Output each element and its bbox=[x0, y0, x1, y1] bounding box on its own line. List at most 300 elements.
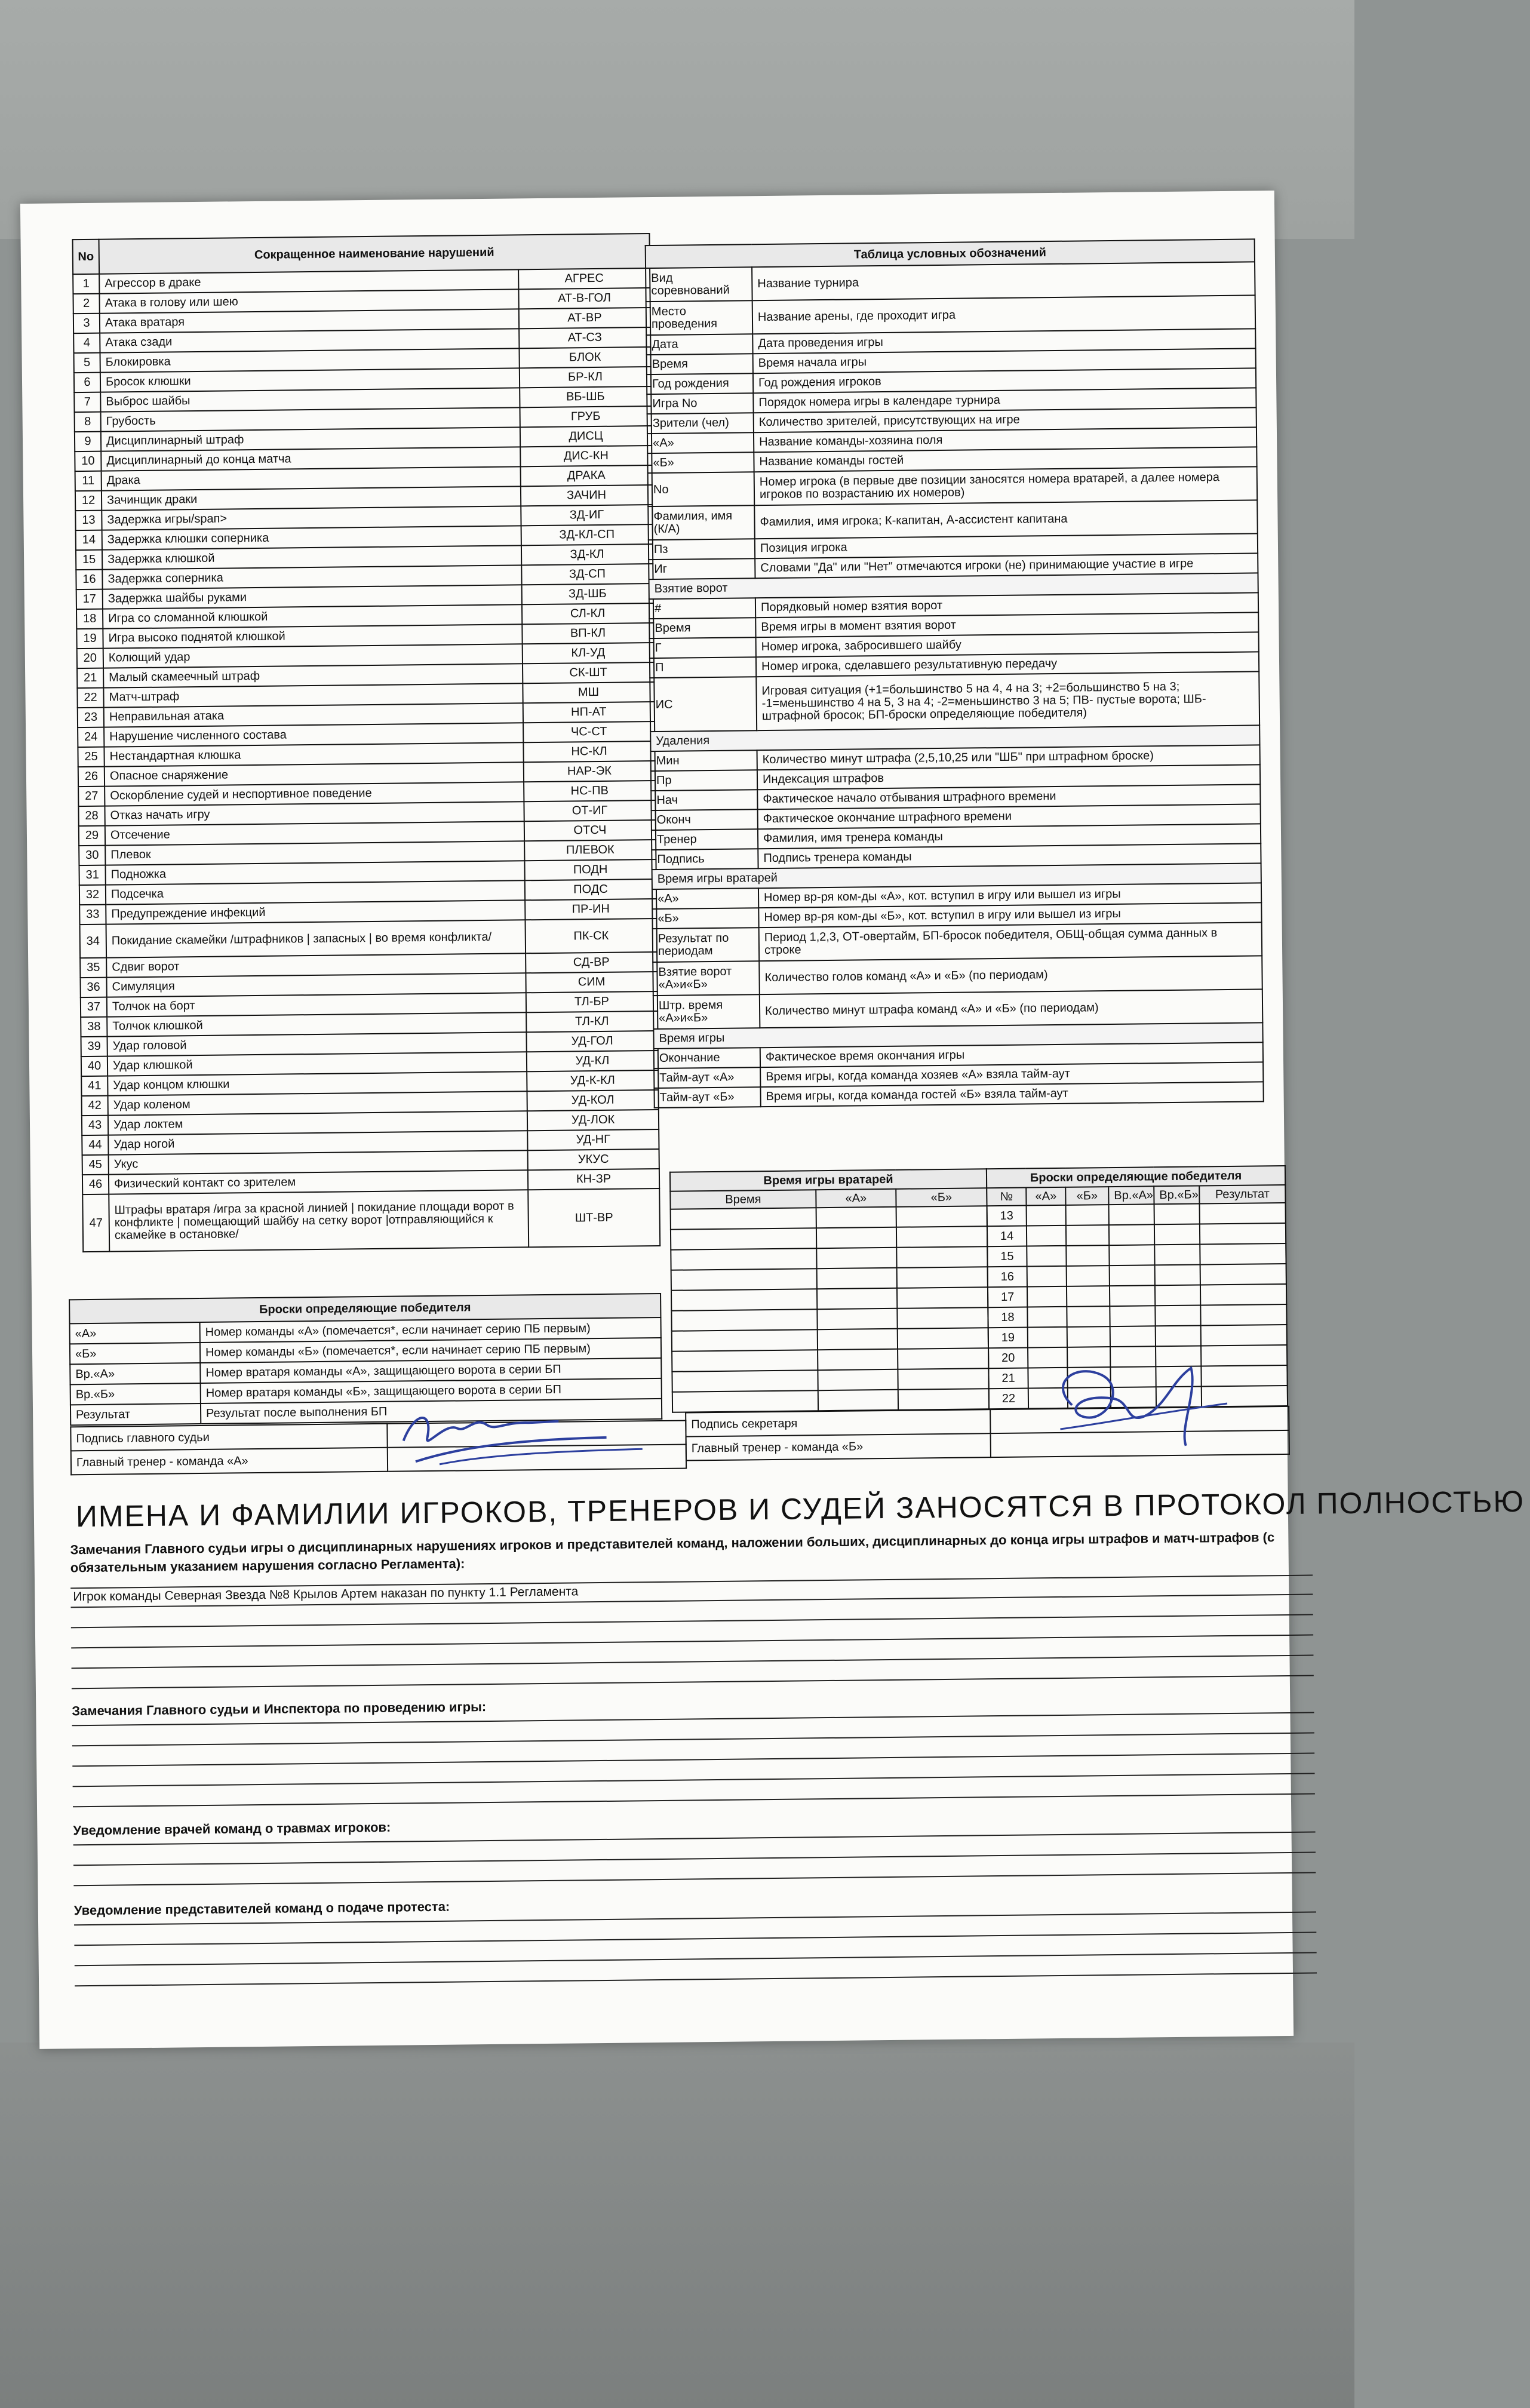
violation-number: 11 bbox=[75, 471, 102, 491]
violation-number: 43 bbox=[82, 1116, 108, 1135]
violation-code: КН-ЗР bbox=[528, 1169, 659, 1190]
legend-key: «Б» bbox=[652, 908, 758, 929]
violation-code: ЗД-КЛ bbox=[521, 544, 653, 565]
legend-key: Вид соревнований bbox=[646, 267, 752, 302]
violation-code: СИМ bbox=[526, 972, 657, 993]
violation-name: Выброс шайбы bbox=[100, 388, 520, 411]
gk-time-cell[interactable] bbox=[671, 1289, 817, 1311]
violation-number: 29 bbox=[79, 826, 105, 846]
shootout-legend-value: Номер вратаря команды «А», защищающего ворота в серии БП bbox=[200, 1358, 661, 1383]
legend-value: Время игры в момент взятия ворот bbox=[755, 612, 1258, 637]
violation-number: 40 bbox=[81, 1056, 107, 1076]
legend-value: Название турнира bbox=[752, 262, 1255, 300]
violation-number: 13 bbox=[75, 511, 102, 530]
gk-time-row bbox=[672, 1328, 988, 1352]
referee-signature-scrawl bbox=[391, 1402, 655, 1471]
shootout-col-header: Вр.«Б» bbox=[1154, 1185, 1199, 1204]
legend-key: Пз bbox=[649, 539, 755, 560]
violation-code: АТ-СЗ bbox=[519, 327, 650, 348]
violation-number: 22 bbox=[77, 688, 103, 708]
gk-time-cell[interactable] bbox=[671, 1248, 816, 1270]
violation-name: Укус bbox=[109, 1150, 528, 1174]
shootout-cell[interactable] bbox=[1066, 1245, 1109, 1266]
rule-line bbox=[72, 1655, 1314, 1669]
violation-code: АГРЕС bbox=[518, 268, 650, 289]
legend-key: Окончание bbox=[654, 1048, 760, 1068]
legend-value: Время начала игры bbox=[753, 348, 1256, 373]
legend-value: Игровая ситуация (+1=большинство 5 на 4, 4 на 3; +2=большинство 5 на 3; -1=меньшинство 4 на 5, 3 на 4; -2=меньшинство 3 на 5; ПВ- пустые ворота; ШБ-штрафной бросок; БП-броски определяющие победителя) bbox=[756, 671, 1259, 730]
gk-col-b: «Б» bbox=[896, 1188, 987, 1207]
violation-name: Удар головой bbox=[107, 1032, 526, 1056]
violation-name: Малый скамеечный штраф bbox=[103, 664, 523, 687]
violation-number: 47 bbox=[82, 1194, 109, 1252]
gk-time-row bbox=[671, 1206, 987, 1230]
shootout-cell[interactable] bbox=[1109, 1204, 1154, 1225]
shootout-cell[interactable] bbox=[1200, 1223, 1286, 1245]
gk-time-cell[interactable] bbox=[671, 1309, 817, 1331]
violation-code: ПК-СК bbox=[525, 919, 657, 953]
violation-name: Удар клюшкой bbox=[107, 1052, 527, 1076]
shootout-legend-key: Результат bbox=[70, 1403, 201, 1425]
legend-key: Нач bbox=[651, 790, 757, 810]
violation-code: ВП-КЛ bbox=[522, 623, 653, 644]
violation-number: 3 bbox=[73, 314, 100, 333]
gk-time-cell[interactable] bbox=[672, 1390, 818, 1412]
violation-code: ЗД-КЛ-СП bbox=[521, 524, 653, 545]
violation-code: УД-ГОЛ bbox=[526, 1031, 658, 1052]
legend-key: Место проведения bbox=[646, 300, 753, 335]
violation-code: АТ-В-ГОЛ bbox=[518, 288, 650, 309]
gk-time-cell[interactable] bbox=[896, 1206, 987, 1227]
notice-heading: ИМЕНА И ФАМИЛИИ ИГРОКОВ, ТРЕНЕРОВ И СУДЕЙ ЗАНОСЯТСЯ В ПРОТОКОЛ ПОЛНОСТЬЮ bbox=[75, 1484, 1525, 1534]
violation-number: 30 bbox=[79, 846, 105, 865]
legend-key: Подпись bbox=[652, 849, 758, 870]
gk-time-cell[interactable] bbox=[671, 1228, 816, 1250]
violation-row bbox=[80, 919, 658, 958]
violation-number: 39 bbox=[81, 1037, 107, 1056]
protocol-sheet bbox=[20, 191, 1525, 2049]
violation-code: ПР-ИН bbox=[525, 899, 656, 920]
legend-key: ИС bbox=[650, 677, 757, 732]
legend-key: Результат по периодам bbox=[653, 927, 760, 962]
violation-code: ЧС-СТ bbox=[523, 721, 655, 742]
legend-value: Год рождения игроков bbox=[753, 368, 1256, 393]
legend-section-title: Время игры bbox=[653, 1022, 1262, 1049]
violation-code: ДИСЦ bbox=[520, 426, 652, 447]
shootout-grid-title: Броски определяющие победителя bbox=[987, 1166, 1285, 1188]
violation-code: СК-ШТ bbox=[523, 662, 654, 683]
shootout-cell[interactable] bbox=[1027, 1286, 1067, 1307]
violation-code: СД-ВР bbox=[526, 952, 657, 973]
shootout-cell[interactable] bbox=[1200, 1243, 1286, 1265]
legend-value: Номер вр-ря ком-ды «Б», кот. вступил в игру или вышел из игры bbox=[758, 902, 1261, 927]
violation-name: Задержка шайбы руками bbox=[103, 585, 522, 609]
shootout-cell[interactable] bbox=[1027, 1266, 1067, 1287]
violation-number: 44 bbox=[82, 1135, 108, 1155]
violation-name: Дисциплинарный до конца матча bbox=[101, 447, 520, 471]
violation-code: ЗД-ИГ bbox=[521, 505, 652, 526]
shootout-cell[interactable] bbox=[1066, 1205, 1109, 1226]
rule-line bbox=[70, 1575, 1313, 1589]
shootout-cell[interactable] bbox=[1067, 1286, 1110, 1307]
shootout-cell[interactable] bbox=[1066, 1225, 1109, 1246]
violation-name: Штрафы вратаря /игра за красной линией | покидание площади ворот в конфликте | помещающий шайбу на сетку ворот |отправляющийся к скамейке в остановке/ bbox=[109, 1190, 529, 1251]
gk-time-cell[interactable] bbox=[816, 1248, 896, 1268]
violation-number: 17 bbox=[76, 589, 103, 609]
violation-code: УД-ЛОК bbox=[527, 1110, 659, 1131]
gk-time-cell[interactable] bbox=[898, 1348, 988, 1369]
protest-title: Уведомление представителей команд о подаче протеста: bbox=[73, 1899, 450, 1918]
gk-time-row bbox=[672, 1389, 989, 1412]
shootout-legend-title: Броски определяющие победителя bbox=[69, 1294, 660, 1323]
shootout-cell[interactable] bbox=[1154, 1244, 1200, 1265]
shootout-col-header: № bbox=[987, 1188, 1026, 1206]
violation-name: Задержка клюшкой bbox=[102, 545, 521, 569]
violation-code: УД-К-КЛ bbox=[527, 1070, 658, 1091]
legend-value: Количество минут штрафа команд «А» и «Б» (по периодам) bbox=[760, 989, 1263, 1028]
violation-number: 26 bbox=[78, 767, 105, 787]
legend-value: Номер вр-ря ком-ды «А», кот. вступил в игру или вышел из игры bbox=[758, 883, 1261, 908]
shootout-row bbox=[988, 1264, 1286, 1287]
legend-value: Позиция игрока bbox=[755, 533, 1258, 558]
shootout-row bbox=[987, 1203, 1286, 1226]
gk-time-cell[interactable] bbox=[817, 1288, 897, 1309]
legend-title: Таблица условных обозначений bbox=[646, 239, 1255, 268]
secretary-signature-scrawl bbox=[1036, 1356, 1252, 1460]
shootout-number: 19 bbox=[988, 1328, 1028, 1349]
rule-line bbox=[75, 1973, 1317, 1987]
legend-value: Номер игрока (в первые две позиции заносятся номера вратарей, а далее номера игроков по возрастанию их номеров) bbox=[754, 466, 1258, 505]
violation-name: Предупреждение инфекций bbox=[106, 900, 525, 924]
violation-number: 33 bbox=[79, 905, 106, 924]
violation-number: 31 bbox=[79, 865, 105, 885]
violation-number: 9 bbox=[75, 432, 101, 452]
shootout-number: 13 bbox=[987, 1206, 1027, 1227]
violation-number: 34 bbox=[80, 924, 107, 958]
gk-time-cell[interactable] bbox=[816, 1227, 896, 1248]
shootout-legend-value: Номер команды «Б» (помечается*, если начинает серию ПБ первым) bbox=[200, 1338, 661, 1363]
gk-time-title: Время игры вратарей bbox=[670, 1169, 987, 1191]
shootout-cell[interactable] bbox=[1155, 1264, 1200, 1285]
violation-code: ЗД-ШБ bbox=[522, 583, 653, 604]
gk-time-cell[interactable] bbox=[817, 1268, 897, 1289]
rule-line bbox=[72, 1753, 1314, 1767]
gk-time-cell[interactable] bbox=[816, 1207, 896, 1228]
rule-line bbox=[72, 1733, 1314, 1747]
gk-time-row bbox=[671, 1226, 987, 1250]
violation-code: НС-ПВ bbox=[524, 781, 655, 801]
rule-line bbox=[73, 1872, 1316, 1887]
legend-key: Игра No bbox=[647, 393, 753, 414]
shootout-cell[interactable] bbox=[1027, 1246, 1066, 1267]
shootout-legend-value: Номер вратаря команды «Б», защищающего ворота в серии БП bbox=[201, 1378, 662, 1403]
violation-name: Игра со сломанной клюшкой bbox=[103, 604, 522, 628]
violation-name: Толчок клюшкой bbox=[107, 1012, 526, 1036]
legend-value: Словами "Да" или "Нет" отмечаются игроки (не) принимающие участие в игре bbox=[755, 553, 1258, 578]
violation-number: 42 bbox=[82, 1096, 108, 1116]
legend-key: «А» bbox=[652, 888, 758, 909]
shootout-cell[interactable] bbox=[1110, 1285, 1155, 1306]
violation-code: ТЛ-БР bbox=[526, 991, 658, 1012]
legend-value: Количество голов команд «А» и «Б» (по периодам) bbox=[759, 956, 1262, 994]
violation-number: 12 bbox=[75, 491, 102, 511]
gk-time-cell[interactable] bbox=[896, 1246, 987, 1268]
shootout-cell[interactable] bbox=[1155, 1285, 1200, 1306]
shootout-col-header: Результат bbox=[1199, 1185, 1285, 1204]
legend-key: Год рождения bbox=[647, 373, 753, 394]
disciplinary-remark-entry: Игрок команды Северная Звезда №8 Крылов Артем наказан по пункту 1.1 Регламента bbox=[73, 1584, 579, 1604]
violation-name: Удар концом клюшки bbox=[107, 1071, 527, 1095]
shootout-number: 18 bbox=[988, 1307, 1027, 1328]
shootout-number: 22 bbox=[989, 1389, 1028, 1409]
conduct-remarks-title: Замечания Главного судьи и Инспектора по проведению игры: bbox=[72, 1699, 487, 1719]
violation-number: 20 bbox=[77, 649, 103, 668]
legend-key: Тренер bbox=[652, 829, 758, 850]
violation-number: 46 bbox=[82, 1175, 109, 1194]
violation-code: НС-КЛ bbox=[523, 741, 655, 762]
shootout-legend-key: «А» bbox=[70, 1322, 200, 1344]
shootout-cell[interactable] bbox=[1067, 1326, 1110, 1347]
gk-time-cell[interactable] bbox=[818, 1349, 898, 1370]
legend-key: «А» bbox=[647, 432, 754, 453]
violation-name: Удар ногой bbox=[108, 1131, 527, 1154]
legend-value: Порядок номера игры в календаре турнира bbox=[753, 388, 1256, 413]
shootout-cell[interactable] bbox=[1109, 1224, 1154, 1245]
violation-name: Подсечка bbox=[106, 880, 525, 904]
violation-number: 4 bbox=[73, 333, 100, 353]
gk-time-cell[interactable] bbox=[898, 1368, 988, 1390]
violation-name: Отсечение bbox=[105, 821, 524, 845]
goalkeeper-time-table bbox=[669, 1168, 990, 1413]
legend-key: No bbox=[648, 472, 755, 506]
gk-time-cell[interactable] bbox=[671, 1268, 817, 1291]
coach-b-label: Главный тренер - команда «Б» bbox=[686, 1433, 991, 1460]
gk-time-cell[interactable] bbox=[672, 1370, 818, 1392]
gk-time-cell[interactable] bbox=[897, 1287, 988, 1309]
violation-name: Задержка клюшки соперника bbox=[102, 526, 521, 549]
shootout-row bbox=[987, 1223, 1286, 1246]
violation-number: 24 bbox=[78, 727, 104, 747]
legend-key: Тайм-аут «Б» bbox=[654, 1087, 760, 1108]
shootout-cell[interactable] bbox=[1028, 1327, 1067, 1348]
legend-key: Иг bbox=[649, 558, 755, 579]
legend-value: Название арены, где проходит игра bbox=[752, 295, 1256, 334]
violation-number: 21 bbox=[77, 668, 103, 688]
rule-line bbox=[73, 1852, 1316, 1866]
legend-key: П bbox=[650, 657, 756, 678]
violation-number: 14 bbox=[76, 530, 102, 550]
secretary-signature-label: Подпись секретаря bbox=[686, 1409, 990, 1436]
shootout-cell[interactable] bbox=[1027, 1205, 1066, 1226]
legend-section-title: Удаления bbox=[650, 725, 1259, 751]
shootout-row bbox=[987, 1243, 1286, 1267]
gk-time-row bbox=[671, 1246, 987, 1270]
shootout-cell[interactable] bbox=[1027, 1226, 1066, 1246]
gk-time-cell[interactable] bbox=[898, 1328, 988, 1349]
shootout-cell[interactable] bbox=[1109, 1245, 1154, 1266]
violation-name: Колющий удар bbox=[103, 644, 523, 668]
violations-title: Сокращенное наименование нарушений bbox=[99, 234, 650, 274]
violation-number: 8 bbox=[75, 412, 101, 432]
violation-code: СЛ-КЛ bbox=[522, 603, 653, 624]
shootout-cell[interactable] bbox=[1156, 1325, 1201, 1346]
gk-time-cell[interactable] bbox=[818, 1369, 898, 1390]
gk-time-cell[interactable] bbox=[818, 1329, 898, 1350]
violation-number: 2 bbox=[73, 294, 99, 314]
violation-number: 32 bbox=[79, 885, 106, 905]
shootout-cell[interactable] bbox=[1067, 1266, 1110, 1286]
violation-name: Удар коленом bbox=[108, 1091, 527, 1115]
chief-referee-signature-label: Подпись главного судьи bbox=[70, 1424, 387, 1451]
legend-key: # bbox=[649, 598, 755, 619]
shootout-legend-key: «Б» bbox=[70, 1343, 200, 1364]
gk-time-row bbox=[671, 1307, 988, 1331]
legend-value: Номер игрока, забросившего шайбу bbox=[756, 632, 1259, 657]
violation-code: ПЛЕВОК bbox=[524, 840, 656, 861]
violation-code: АТ-ВР bbox=[519, 308, 650, 328]
violation-code: ВБ-ШБ bbox=[520, 386, 651, 407]
gk-time-cell[interactable] bbox=[671, 1208, 816, 1230]
violation-code: ТЛ-КЛ bbox=[526, 1011, 658, 1032]
gk-col-a: «А» bbox=[816, 1189, 896, 1208]
rule-line bbox=[74, 1932, 1316, 1946]
gk-time-cell[interactable] bbox=[897, 1267, 988, 1288]
violation-name: Удар локтем bbox=[108, 1111, 527, 1135]
shootout-cell[interactable] bbox=[1200, 1284, 1286, 1306]
violation-name: Задержка соперника bbox=[102, 565, 521, 589]
disciplinary-remarks-title: Замечания Главного судьи игры о дисциплинарных нарушениях игроков и представителей команд, наложении больших, дисциплинарных до конца игры штрафов и матч-штрафов (с обязательным указанием нарушения согласно Регламента): bbox=[70, 1529, 1275, 1575]
shootout-legend-value: Результат после выполнения БП bbox=[201, 1399, 662, 1424]
violations-num-header: No bbox=[73, 239, 100, 274]
gk-time-cell[interactable] bbox=[672, 1329, 818, 1352]
shootout-cell[interactable] bbox=[1027, 1307, 1067, 1328]
legend-key: Мин bbox=[651, 750, 757, 771]
violation-name: Задержка игры/spап> bbox=[102, 506, 521, 530]
violation-name: Бросок клюшки bbox=[100, 368, 520, 392]
violation-number: 25 bbox=[78, 747, 104, 767]
violation-name: Отказ начать игру bbox=[105, 801, 524, 825]
violation-number: 23 bbox=[78, 708, 104, 727]
legend-key: Время bbox=[649, 618, 755, 638]
shootout-cell[interactable] bbox=[1200, 1304, 1286, 1326]
violation-name: Агрессор в драке bbox=[99, 269, 518, 293]
legend-value: Название команды-хозяина поля bbox=[754, 427, 1256, 452]
violation-name: Матч-штраф bbox=[103, 683, 523, 707]
gk-time-cell[interactable] bbox=[817, 1309, 897, 1329]
violation-name: Игра высоко поднятой клюшкой bbox=[103, 624, 522, 648]
violation-code: ПОДН bbox=[524, 859, 656, 880]
shootout-legend-key: Вр.«Б» bbox=[70, 1383, 201, 1405]
violation-code: ОТСЧ bbox=[524, 820, 656, 841]
violation-code: БР-КЛ bbox=[520, 367, 651, 388]
gk-time-cell[interactable] bbox=[672, 1350, 818, 1372]
violation-name: Дисциплинарный штраф bbox=[101, 427, 520, 451]
gk-time-cell[interactable] bbox=[898, 1389, 989, 1410]
shootout-cell[interactable] bbox=[1200, 1264, 1286, 1285]
legend-key: Пр bbox=[651, 770, 757, 791]
violation-code: ЗАЧИН bbox=[521, 485, 652, 506]
shootout-legend-value: Номер команды «А» (помечается*, если начинает серию ПБ первым) bbox=[200, 1317, 661, 1343]
violation-code: УД-НГ bbox=[527, 1129, 659, 1150]
gk-time-cell[interactable] bbox=[896, 1226, 987, 1248]
shootout-row bbox=[988, 1325, 1287, 1348]
legend-value: Количество минут штрафа (2,5,10,25 или "ШБ" при штрафном броске) bbox=[757, 745, 1260, 770]
legend-value: Время игры, когда команда хозяев «А» взяла тайм-аут bbox=[760, 1062, 1263, 1087]
violation-number: 19 bbox=[76, 629, 103, 649]
shootout-row bbox=[988, 1304, 1286, 1328]
violation-name: Атака в голову или шею bbox=[99, 289, 518, 313]
shootout-cell[interactable] bbox=[1110, 1265, 1155, 1286]
shootout-number: 17 bbox=[988, 1287, 1027, 1308]
violation-number: 27 bbox=[78, 787, 105, 806]
violation-number: 18 bbox=[76, 609, 103, 629]
legend-value: Название команды гостей bbox=[754, 447, 1256, 472]
shootout-cell[interactable] bbox=[1067, 1306, 1110, 1327]
shootout-legend-key: Вр.«А» bbox=[70, 1363, 200, 1384]
violation-number: 35 bbox=[80, 958, 106, 978]
violation-name: Физический контакт со зрителем bbox=[109, 1170, 528, 1194]
violation-code: МШ bbox=[523, 682, 654, 703]
violation-name: Атака вратаря bbox=[100, 309, 519, 333]
shootout-number: 20 bbox=[988, 1348, 1028, 1369]
shootout-cell[interactable] bbox=[1201, 1325, 1287, 1346]
shootout-cell[interactable] bbox=[1110, 1326, 1156, 1347]
legend-key: Тайм-аут «А» bbox=[654, 1067, 760, 1088]
legend-value: Период 1,2,3, ОТ-овертайм, БП-бросок победителя, ОБЩ-общая сумма данных в строке bbox=[759, 922, 1262, 961]
legend-value: Фактическое время окончания игры bbox=[760, 1042, 1263, 1067]
violation-name: Грубость bbox=[101, 407, 520, 431]
shootout-cell[interactable] bbox=[1154, 1224, 1200, 1245]
legend-value: Время игры, когда команда гостей «Б» взяла тайм-аут bbox=[760, 1082, 1263, 1107]
violation-name: Толчок на борт bbox=[107, 993, 526, 1016]
violation-number: 41 bbox=[81, 1076, 107, 1096]
shootout-cell[interactable] bbox=[1154, 1203, 1200, 1224]
background-bottom bbox=[0, 2042, 1354, 2408]
shootout-col-header: «А» bbox=[1026, 1187, 1065, 1206]
legend-value: Дата проведения игры bbox=[752, 328, 1255, 354]
violation-code: ДИС-КН bbox=[520, 446, 652, 466]
legend-row bbox=[650, 671, 1259, 732]
gk-time-cell[interactable] bbox=[818, 1390, 898, 1411]
violation-code: УД-КЛ bbox=[527, 1051, 658, 1071]
legend-table bbox=[645, 238, 1264, 1108]
violation-row bbox=[82, 1188, 660, 1252]
shootout-cell[interactable] bbox=[1200, 1203, 1286, 1224]
legend-section-title: Взятие ворот bbox=[649, 573, 1258, 599]
violation-number: 28 bbox=[78, 806, 105, 826]
violations-table bbox=[72, 233, 661, 1252]
rule-line bbox=[73, 1773, 1315, 1787]
shootout-cell[interactable] bbox=[1110, 1306, 1155, 1326]
shootout-cell[interactable] bbox=[1155, 1305, 1200, 1326]
violation-number: 15 bbox=[76, 550, 102, 570]
rule-line bbox=[75, 1952, 1317, 1967]
legend-section-title: Время игры вратарей bbox=[652, 863, 1261, 889]
gk-time-row bbox=[671, 1287, 988, 1311]
rule-line bbox=[72, 1675, 1314, 1690]
legend-key: Штр. время «А»и«Б» bbox=[653, 994, 760, 1029]
legend-value: Фамилия, имя тренера команды bbox=[758, 824, 1261, 849]
violation-code: НП-АТ bbox=[523, 702, 655, 723]
violation-name: Сдвиг ворот bbox=[106, 953, 526, 977]
legend-value: Фактическое окончание штрафного времени bbox=[758, 804, 1261, 829]
violation-name: Подножка bbox=[105, 861, 524, 884]
shootout-number: 16 bbox=[988, 1267, 1027, 1288]
legend-key: Взятие ворот «А»и«Б» bbox=[653, 961, 760, 996]
violation-number: 45 bbox=[82, 1155, 109, 1175]
gk-time-cell[interactable] bbox=[897, 1307, 988, 1329]
violation-name: Нестандартная клюшка bbox=[104, 742, 523, 766]
